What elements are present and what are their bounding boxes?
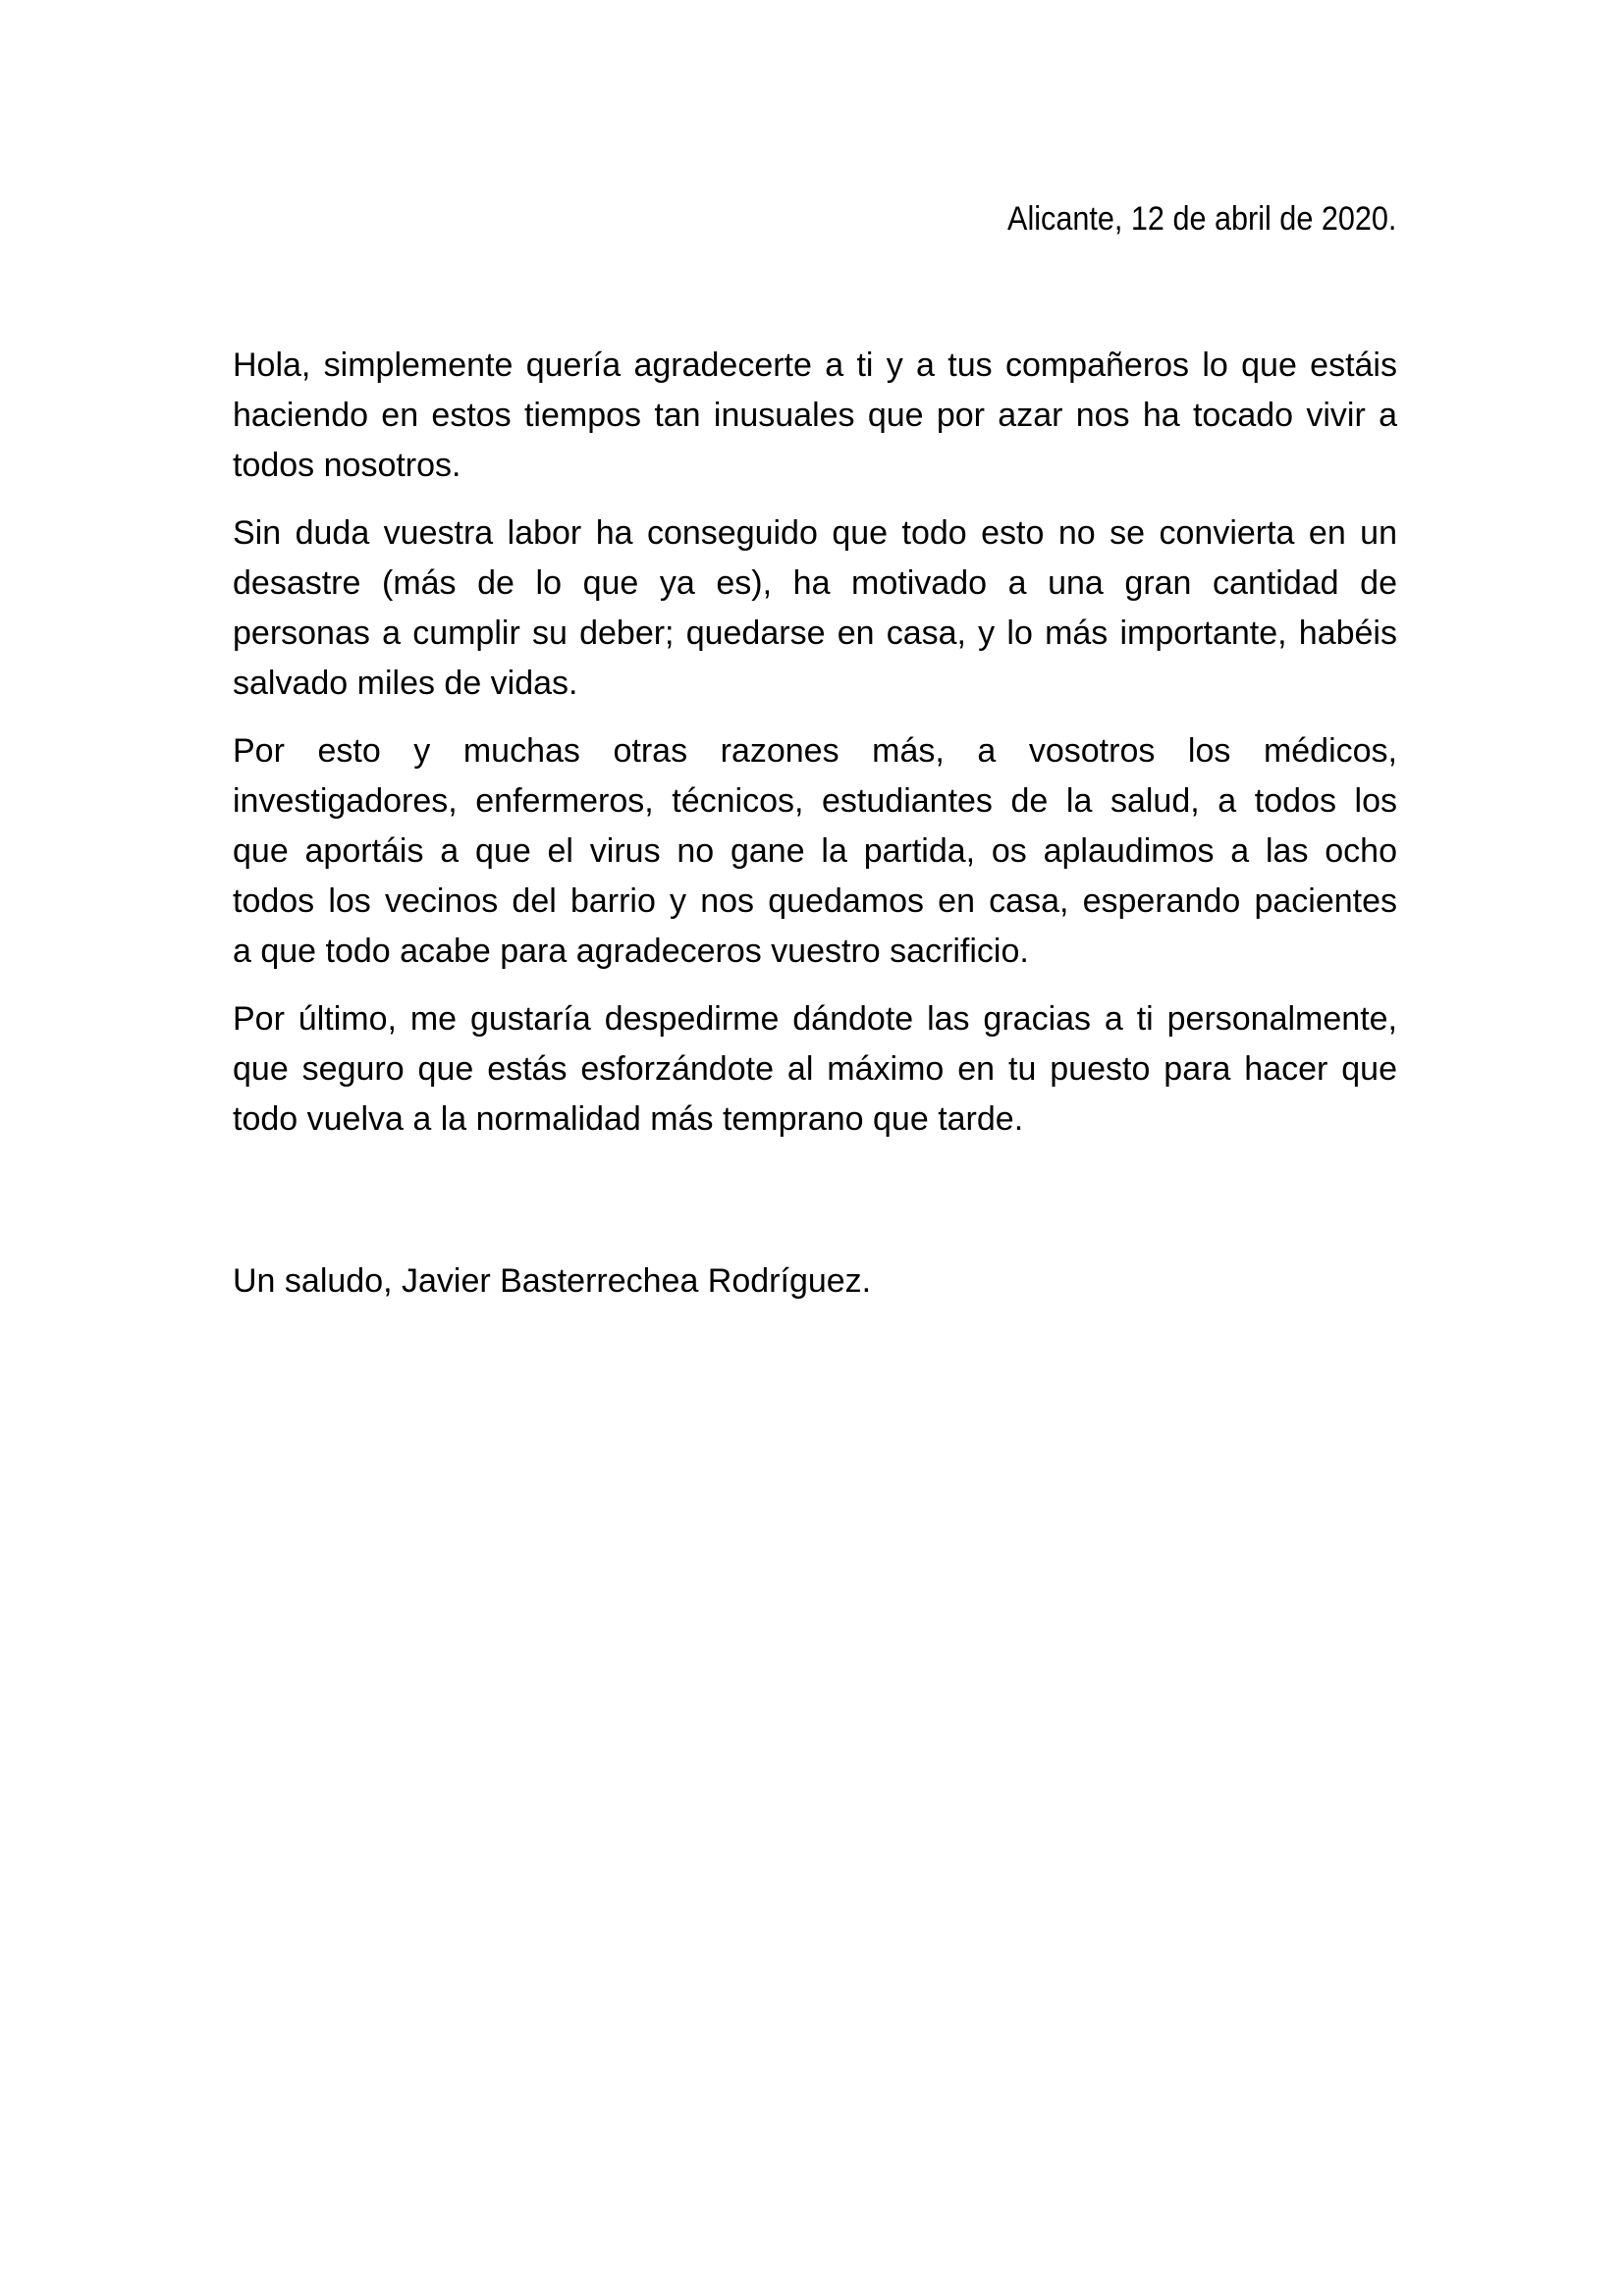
text-line: todos los vecinos del barrio y nos quedamos en casa, esperando pacientes: [233, 882, 1397, 920]
text-line: personas a cumplir su deber; quedarse en casa, y lo más importante, habéis: [233, 614, 1397, 652]
letter-signature: Un saludo, Javier Basterrechea Rodríguez.: [233, 1262, 872, 1300]
text-line: salvado miles de vidas.: [233, 665, 578, 702]
text-line: todos nosotros.: [233, 447, 461, 484]
letter-body: [233, 341, 1397, 1162]
text-line: Sin duda vuestra labor ha conseguido que todo esto no se convierta en un: [233, 514, 1397, 552]
text-line: haciendo en estos tiempos tan inusuales que por azar nos ha tocado vivir a: [233, 397, 1397, 434]
text-line: Por último, me gustaría despedirme dándote las gracias a ti personalmente,: [233, 1000, 1397, 1038]
text-line: Hola, simplemente quería agradecerte a ti y a tus compañeros lo que estáis: [233, 347, 1397, 384]
paragraph-farewell: [233, 994, 1397, 1145]
text-line: investigadores, enfermeros, técnicos, estudiantes de la salud, a todos los: [233, 782, 1397, 820]
paragraph-reasons: [233, 726, 1397, 977]
paragraph-labor: [233, 508, 1397, 709]
text-line: a que todo acabe para agradeceros vuestro sacrificio.: [233, 933, 1029, 970]
text-line: que aportáis a que el virus no gane la partida, os aplaudimos a las ocho: [233, 832, 1397, 870]
text-line: que seguro que estás esforzándote al máximo en tu puesto para hacer que: [233, 1050, 1397, 1088]
text-line: todo vuelva a la normalidad más temprano que tarde.: [233, 1100, 1024, 1138]
text-line: desastre (más de lo que ya es), ha motivado a una gran cantidad de: [233, 564, 1397, 602]
text-line: Por esto y muchas otras razones más, a vosotros los médicos,: [233, 732, 1397, 770]
paragraph-greeting: [233, 341, 1397, 491]
letter-date: Alicante, 12 de abril de 2020.: [1006, 200, 1396, 238]
